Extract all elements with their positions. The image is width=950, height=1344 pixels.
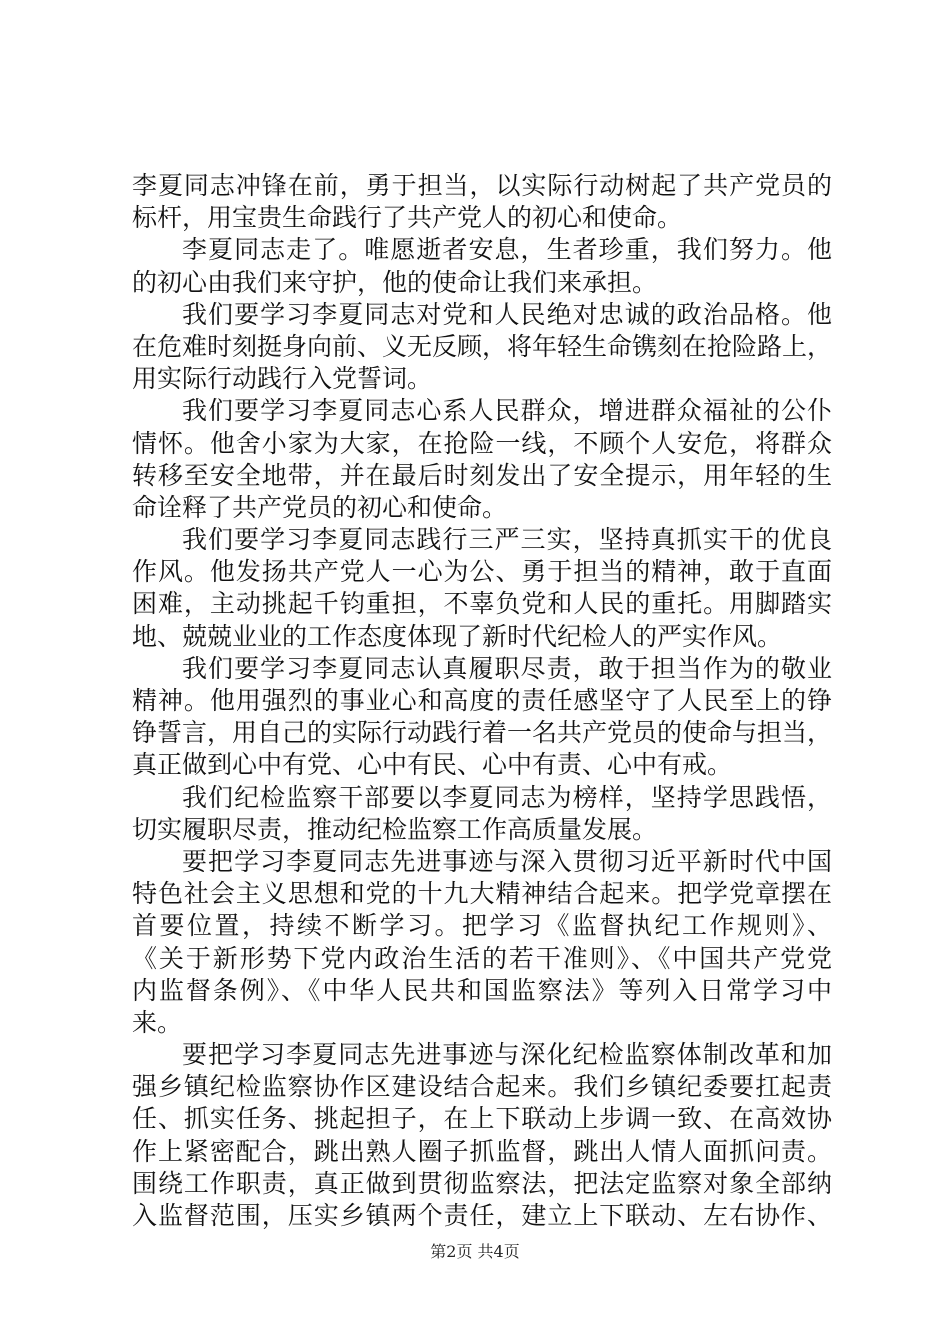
text-line: 围绕工作职责，真正做到贯彻监察法，把法定监察对象全部纳 <box>132 1168 832 1198</box>
text-line: 首要位置，持续不断学习。把学习《监督执纪工作规则》、 <box>132 911 832 941</box>
text-line: 任、抓实任务、挑起担子，在上下联动上步调一致、在高效协 <box>132 1104 832 1134</box>
text-line: 作风。他发扬共产党人一心为公、勇于担当的精神，敢于直面 <box>132 557 832 587</box>
text-line: 要把学习李夏同志先进事迹与深入贯彻习近平新时代中国 <box>182 846 832 876</box>
text-line: 地、兢兢业业的工作态度体现了新时代纪检人的严实作风。 <box>132 621 783 651</box>
text-line: 用实际行动践行入党誓词。 <box>132 364 433 394</box>
page-number-label: 第2页 共4页 <box>430 1242 520 1261</box>
text-line: 在危难时刻挺身向前、义无反顾，将年轻生命镌刻在抢险路上， <box>132 331 833 361</box>
text-line: 李夏同志走了。唯愿逝者安息，生者珍重，我们努力。他 <box>182 235 832 265</box>
text-line: 入监督范围，压实乡镇两个责任，建立上下联动、左右协作、 <box>132 1201 832 1230</box>
text-line: 命诠释了共产党员的初心和使命。 <box>132 492 508 522</box>
text-line: 精神。他用强烈的事业心和高度的责任感坚守了人民至上的铮 <box>132 686 832 715</box>
text-line: 特色社会主义思想和党的十九大精神结合起来。把学党章摆在 <box>132 879 832 909</box>
text-line: 我们要学习李夏同志心系人民群众，增进群众福祉的公仆 <box>182 396 832 426</box>
text-line: 切实履职尽责，推动纪检监察工作高质量发展。 <box>132 814 658 844</box>
text-line: 强乡镇纪检监察协作区建设结合起来。我们乡镇纪委要扛起责 <box>132 1072 832 1102</box>
text-line: 《关于新形势下党内政治生活的若干准则》、《中国共产党党 <box>132 943 832 973</box>
text-line: 我们要学习李夏同志对党和人民绝对忠诚的政治品格。他 <box>182 299 832 329</box>
text-line: 我们要学习李夏同志践行三严三实，坚持真抓实干的优良 <box>182 525 832 555</box>
text-line: 真正做到心中有党、心中有民、心中有责、心中有戒。 <box>132 750 733 780</box>
text-line: 情怀。他舍小家为大家，在抢险一线，不顾个人安危，将群众 <box>132 428 832 458</box>
text-line: 作上紧密配合，跳出熟人圈子抓监督，跳出人情人面抓问责。 <box>132 1136 832 1166</box>
text-line: 我们要学习李夏同志认真履职尽责，敢于担当作为的敬业 <box>182 653 832 683</box>
body-text <box>132 170 832 1232</box>
text-line: 我们纪检监察干部要以李夏同志为榜样，坚持学思践悟， <box>182 782 832 812</box>
text-line: 要把学习李夏同志先进事迹与深化纪检监察体制改革和加 <box>182 1040 832 1070</box>
text-line: 困难，主动挑起千钧重担，不辜负党和人民的重托。用脚踏实 <box>132 589 832 619</box>
text-line: 转移至安全地带，并在最后时刻发出了安全提示，用年轻的生 <box>132 460 832 490</box>
text-line: 铮誓言，用自己的实际行动践行着一名共产党员的使命与担当， <box>132 718 833 748</box>
text-line: 李夏同志冲锋在前，勇于担当，以实际行动树起了共产党员的 <box>132 171 832 200</box>
text-line: 来。 <box>132 1007 183 1037</box>
text-line: 内监督条例》、《中华人民共和国监察法》等列入日常学习中 <box>132 975 832 1005</box>
page-footer <box>0 1242 950 1262</box>
text-line: 的初心由我们来守护，他的使命让我们来承担。 <box>132 267 658 297</box>
text-line: 标杆，用宝贵生命践行了共产党人的初心和使命。 <box>132 203 683 233</box>
